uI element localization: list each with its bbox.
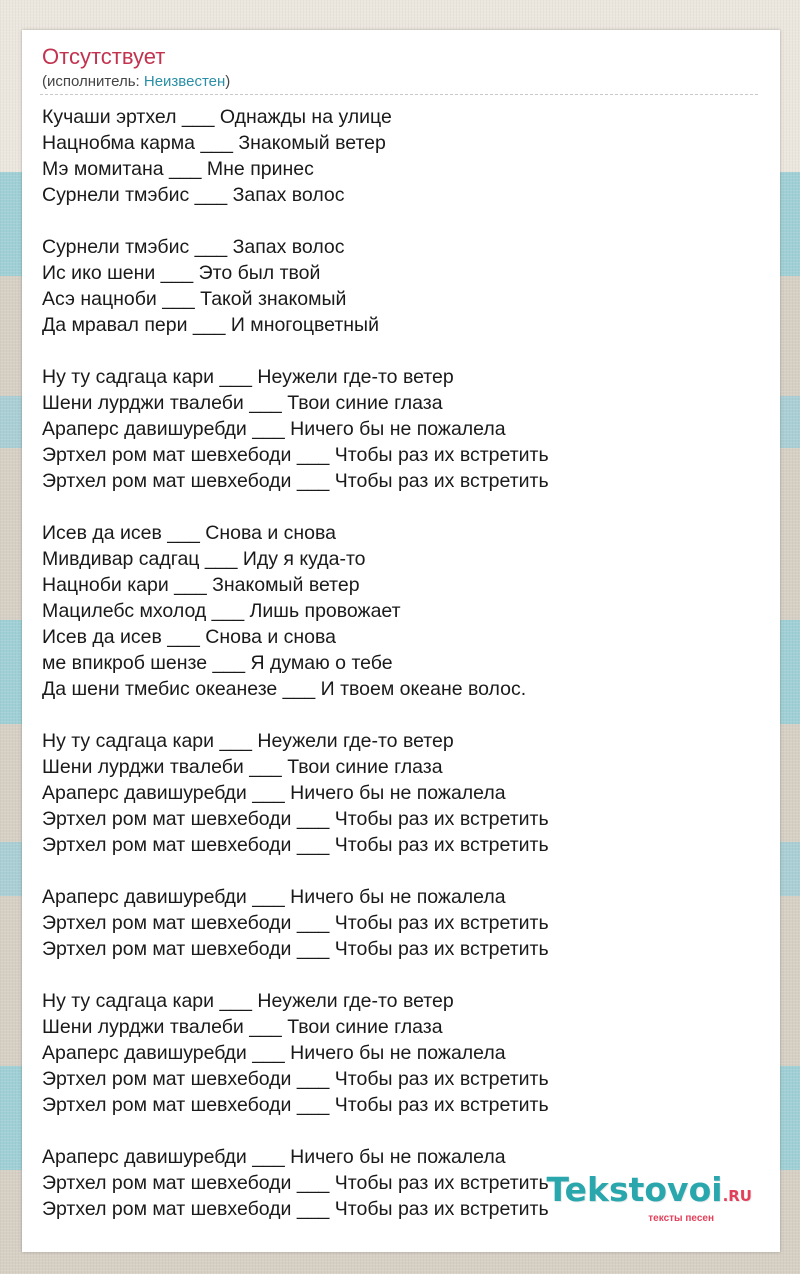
lyric-line: Араперс давишуребди ___ Ничего бы не пожалела (42, 886, 506, 908)
lyric-line: Эртхел ром мат шевхебоди ___ Чтобы раз их встретить (42, 834, 549, 856)
stanza-gap (42, 858, 762, 884)
lyric-line: Араперс давишуребди ___ Ничего бы не пожалела (42, 1146, 506, 1168)
lyric-line: Эртхел ром мат шевхебоди ___ Чтобы раз их встретить (42, 444, 549, 466)
lyric-line: Сурнели тмэбис ___ Запах волос (42, 236, 345, 258)
lyric-line: Мивдивар садгац ___ Иду я куда-то (42, 548, 366, 570)
lyric-line: Да шени тмебис океанезе ___ И твоем океане волос. (42, 678, 527, 700)
lyric-line: Эртхел ром мат шевхебоди ___ Чтобы раз их встретить (42, 1198, 549, 1220)
lyric-line: Мэ момитана ___ Мне принес (42, 158, 314, 180)
artist-suffix: ) (225, 73, 231, 90)
stanza-gap (42, 208, 762, 234)
stanza-gap (42, 494, 762, 520)
logo-tagline: тексты песен (648, 1213, 714, 1224)
tekstovoi-logo (546, 1170, 752, 1224)
lyrics-card (22, 30, 780, 1252)
lyric-line: ме впикроб шензе ___ Я думаю о тебе (42, 652, 393, 674)
lyric-line: Араперс давишуребди ___ Ничего бы не пожалела (42, 782, 506, 804)
stanza-gap (42, 1118, 762, 1144)
lyric-line: Ис ико шени ___ Это был твой (42, 262, 321, 284)
lyric-line: Ну ту садгаца кари ___ Неужели где-то ветер (42, 990, 454, 1012)
lyric-line: Шени лурджи твалеби ___ Твои синие глаза (42, 392, 443, 414)
lyric-line: Нацнобма карма ___ Знакомый ветер (42, 132, 386, 154)
lyric-line: Араперс давишуребди ___ Ничего бы не пожалела (42, 1042, 506, 1064)
lyric-line: Араперс давишуребди ___ Ничего бы не пожалела (42, 418, 506, 440)
lyric-line: Эртхел ром мат шевхебоди ___ Чтобы раз их встретить (42, 1068, 549, 1090)
lyric-line: Ну ту садгаца кари ___ Неужели где-то ветер (42, 366, 454, 388)
lyric-line: Эртхел ром мат шевхебоди ___ Чтобы раз их встретить (42, 938, 549, 960)
lyric-line: Шени лурджи твалеби ___ Твои синие глаза (42, 756, 443, 778)
logo-tld: .RU (722, 1187, 752, 1205)
stanza-gap (42, 962, 762, 988)
lyric-line: Ну ту садгаца кари ___ Неужели где-то ветер (42, 730, 454, 752)
lyric-line: Эртхел ром мат шевхебоди ___ Чтобы раз их встретить (42, 912, 549, 934)
lyrics-text (42, 104, 762, 1222)
lyric-line: Асэ нацноби ___ Такой знакомый (42, 288, 347, 310)
lyric-line: Шени лурджи твалеби ___ Твои синие глаза (42, 1016, 443, 1038)
header-divider (40, 94, 758, 95)
lyric-line: Эртхел ром мат шевхебоди ___ Чтобы раз их встретить (42, 1094, 549, 1116)
lyric-line: Исев да исев ___ Снова и снова (42, 522, 337, 544)
lyric-line: Эртхел ром мат шевхебоди ___ Чтобы раз их встретить (42, 470, 549, 492)
lyric-line: Эртхел ром мат шевхебоди ___ Чтобы раз их встретить (42, 808, 549, 830)
stanza-gap (42, 338, 762, 364)
lyric-line: Нацноби кари ___ Знакомый ветер (42, 574, 360, 596)
lyric-line: Да мравал пери ___ И многоцветный (42, 314, 379, 336)
lyric-line: Сурнели тмэбис ___ Запах волос (42, 184, 345, 206)
lyric-line: Эртхел ром мат шевхебоди ___ Чтобы раз их встретить (42, 1172, 549, 1194)
artist-prefix: (исполнитель: (42, 73, 144, 90)
lyric-line: Кучаши эртхел ___ Однажды на улице (42, 106, 392, 128)
logo-name: Tekstovoi (546, 1170, 723, 1209)
lyric-line: Мацилебс мхолод ___ Лишь провожает (42, 600, 401, 622)
lyric-line: Исев да исев ___ Снова и снова (42, 626, 337, 648)
song-title: Отсутствует (42, 44, 166, 69)
artist-line (42, 73, 230, 91)
stanza-gap (42, 702, 762, 728)
artist-link[interactable]: Неизвестен (143, 73, 226, 90)
